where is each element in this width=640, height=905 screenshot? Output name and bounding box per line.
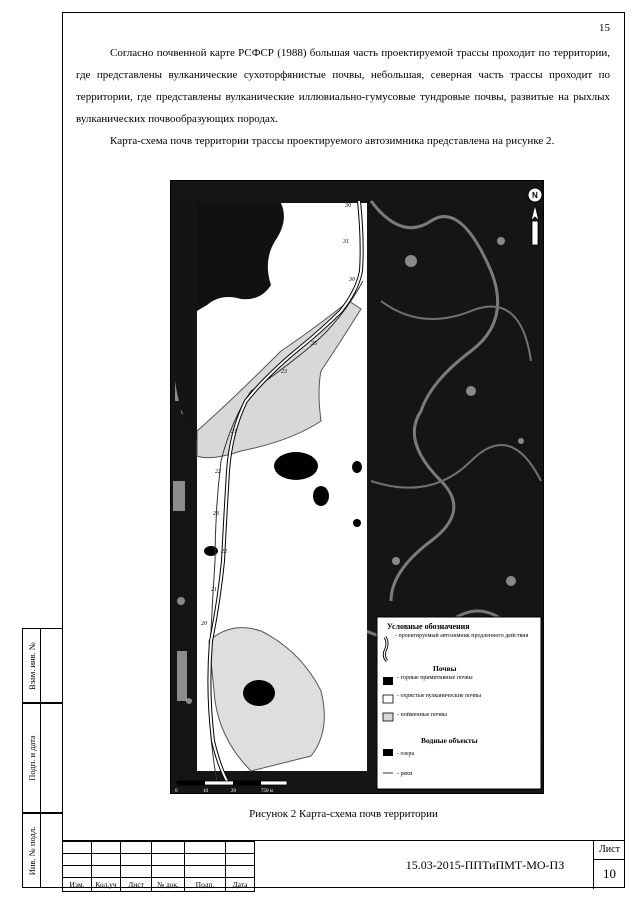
legend-swatch-floodplain — [383, 713, 393, 721]
side-strip-signature — [22, 703, 62, 813]
paragraph-1: Согласно почвенной карте РСФСР (1988) большая часть проектируемой трассы проходит по территории, где представлены вулканические сухоторфянистые почвы, небольшая, северная часть трассы проходит по территории, где представлены вулканические иллювиально-гумусовые тундровые почвы, развитые на рыхлых вулканических почвообразующих породах. — [76, 47, 610, 125]
revision-table — [62, 841, 255, 892]
legend-item-label: - пойменные почвы — [397, 712, 447, 718]
lake — [313, 486, 329, 506]
km-label: 21 — [211, 587, 217, 593]
legend-item-label: - охристые вулканические почвы — [397, 693, 482, 699]
document-code: 15.03-2015-ППТиПМТ-МО-ПЗ — [405, 857, 565, 872]
col-header: Дата — [226, 878, 255, 892]
title-block — [62, 840, 625, 888]
km-label: 30 — [349, 277, 355, 283]
north-label: N — [532, 191, 538, 200]
legend-swatch-lake — [383, 749, 393, 756]
soil-map — [171, 181, 543, 793]
lake — [204, 546, 218, 556]
page-number: 15 — [599, 22, 610, 34]
scale-label: 750 м — [261, 789, 273, 793]
side-strip-replacement — [22, 628, 62, 703]
sheet-number: 10 — [603, 866, 616, 881]
side-label: Инв. № подл. — [26, 826, 37, 875]
soil-map-figure — [170, 180, 544, 794]
km-label: 30 — [345, 203, 351, 209]
km-label: 25 — [311, 341, 317, 347]
lake — [243, 680, 275, 706]
col-header: Кол.уч — [92, 878, 121, 892]
side-label: Подп. и дата — [26, 735, 37, 781]
legend-item-label: - озера — [397, 751, 415, 757]
sheet-box — [593, 841, 625, 889]
legend-item-label: - горные примитивные почвы — [397, 675, 473, 681]
km-label: 22 — [221, 549, 227, 555]
legend-water-header: Водные объекты — [421, 736, 478, 745]
km-label: 21 — [231, 429, 237, 435]
legend-item-label: - реки — [397, 771, 413, 777]
scale-label: 20 — [231, 789, 236, 793]
figure-caption: Рисунок 2 Карта-схема почв территории — [249, 808, 438, 820]
lake — [274, 452, 318, 480]
km-label: 23 — [281, 369, 287, 375]
scale-label: 0 — [175, 789, 178, 793]
km-label: 31 — [343, 239, 349, 245]
col-header: Лист — [121, 878, 152, 892]
legend-title: Условные обозначения — [387, 622, 470, 631]
col-header: Подп. — [185, 878, 226, 892]
legend-soils-header: Почвы — [433, 664, 457, 673]
scale-label: 10 — [203, 789, 208, 793]
body-text — [76, 42, 610, 152]
paragraph-2: Карта-схема почв территории трассы проектируемого автозимника представлена на рисунке 2. — [110, 135, 555, 147]
lake — [352, 461, 362, 473]
km-label: 22 — [215, 469, 221, 475]
legend-swatch-ochre — [383, 695, 393, 703]
km-label: 23 — [213, 511, 219, 517]
legend-swatch-mountain — [383, 677, 393, 685]
col-header: Изм. — [63, 878, 92, 892]
km-label: 20 — [201, 621, 207, 627]
side-label: Взам. инв. № — [26, 641, 37, 690]
map-legend — [377, 617, 541, 789]
side-strip-inventory — [22, 813, 62, 888]
lake — [353, 519, 361, 527]
col-header: № док. — [152, 878, 185, 892]
sheet-label: Лист — [594, 841, 625, 860]
legend-route-label: - проектируемый автозимник продленного действия — [395, 633, 529, 639]
